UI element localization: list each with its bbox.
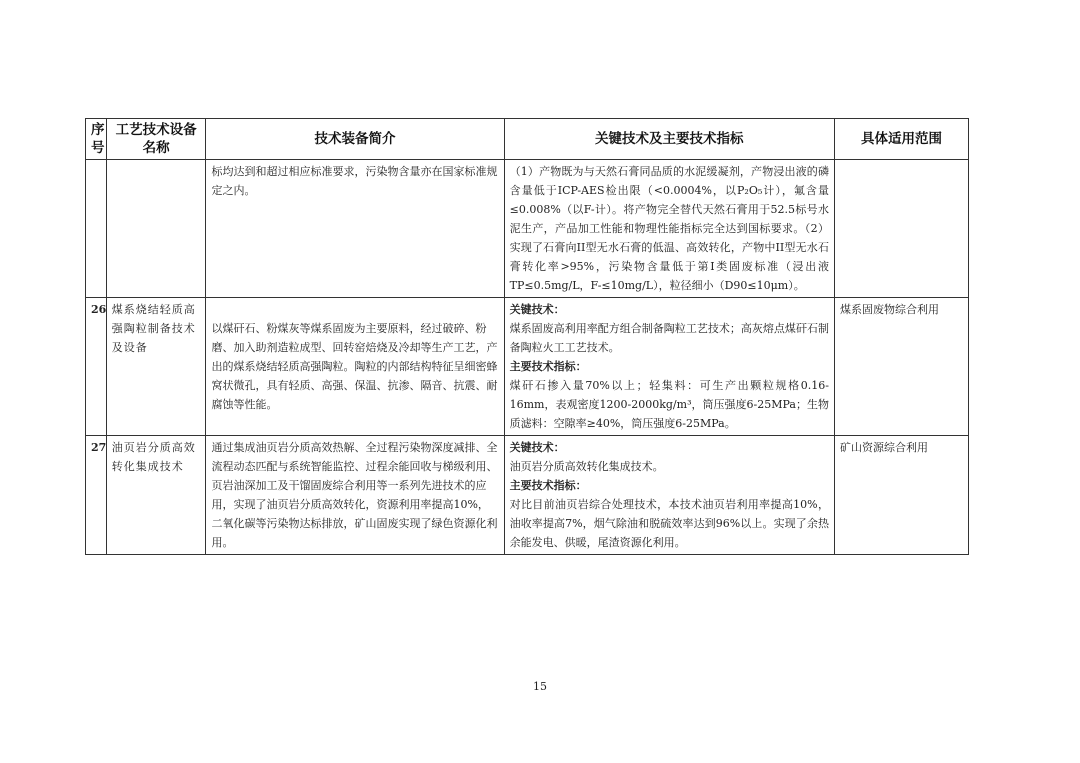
table-header-row	[86, 119, 969, 160]
header-scope: 具体适用范围	[834, 119, 968, 160]
row-number: 26	[86, 298, 107, 436]
row-scope: 煤系固废物综合利用	[834, 298, 968, 436]
key-metrics-title: 主要技术指标：	[509, 360, 587, 373]
row-name	[106, 160, 206, 298]
page-number: 15	[533, 680, 547, 693]
table-row	[86, 436, 969, 555]
key-metrics-title: 主要技术指标：	[509, 479, 587, 492]
row-intro: 以煤矸石、粉煤灰等煤系固废为主要原料，经过破碎、粉磨、加入助剂造粒成型、回转窑焙烧及冷却等生产工艺，产出的煤系烧结轻质高强陶粒。陶粒的内部结构特征呈细密蜂窝状微孔，具有轻质、高强、保温、抗渗、隔音、抗震、耐腐蚀等性能。	[206, 298, 504, 436]
row-key	[504, 298, 834, 436]
key-metrics-text: 煤矸石掺入量70%以上；轻集料：可生产出颗粒规格0.16-16mm，表观密度1200-2000kg/m³，筒压强度6-25MPa；生物质滤料：空隙率≥40%，筒压强度6-25MPa。	[509, 379, 829, 430]
header-name: 工艺技术设备名称	[106, 119, 206, 160]
key-tech-text: 油页岩分质高效转化集成技术。	[509, 460, 664, 473]
key-metrics-text: 对比目前油页岩综合处理技术，本技术油页岩利用率提高10%，油收率提高7%，烟气除油和脱硫效率达到96%以上。实现了余热余能发电、供暖，尾渣资源化利用。	[509, 498, 829, 549]
header-no: 序号	[86, 119, 107, 160]
table-row	[86, 160, 969, 298]
row-number	[86, 160, 107, 298]
key-tech-text: 煤系固废高利用率配方组合制备陶粒工艺技术；高灰熔点煤矸石制备陶粒火工工艺技术。	[509, 322, 829, 354]
key-tech-title: 关键技术：	[509, 303, 565, 316]
row-name: 油页岩分质高效转化集成技术	[106, 436, 206, 555]
table-row	[86, 298, 969, 436]
header-key: 关键技术及主要技术指标	[504, 119, 834, 160]
key-text: （1）产物既为与天然石膏同品质的水泥缓凝剂，产物浸出液的磷含量低于ICP-AES检出限（<0.0004%，以P₂O₅计），氟含量≤0.008%（以F-计）。将产物完全替代天然石膏用于52.5标号水泥生产，产品加工性能和物理性能指标完全达到国标要求。（2）实现了石膏向II型无水石膏的低温、高效转化，产物中II型无水石膏转化率>95%，污染物含量低于第I类固废标准（浸出液TP≤0.5mg/L，F-≤10mg/L），粒径细小（D90≤10μm）。	[509, 165, 829, 292]
key-tech-title: 关键技术：	[509, 441, 565, 454]
row-scope	[834, 160, 968, 298]
row-key	[504, 160, 834, 298]
row-scope: 矿山资源综合利用	[834, 436, 968, 555]
header-intro: 技术装备简介	[206, 119, 504, 160]
row-intro: 通过集成油页岩分质高效热解、全过程污染物深度减排、全流程动态匹配与系统智能监控、过程余能回收与梯级利用、页岩油深加工及干馏固废综合利用等一系列先进技术的应用，实现了油页岩分质高效转化，资源利用率提高10%，二氧化碳等污染物达标排放，矿山固废实现了绿色资源化利用。	[206, 436, 504, 555]
technology-table	[85, 118, 969, 555]
row-number: 27	[86, 436, 107, 555]
row-name: 煤系烧结轻质高强陶粒制备技术及设备	[106, 298, 206, 436]
row-key	[504, 436, 834, 555]
row-intro: 标均达到和超过相应标准要求，污染物含量亦在国家标准规定之内。	[206, 160, 504, 298]
